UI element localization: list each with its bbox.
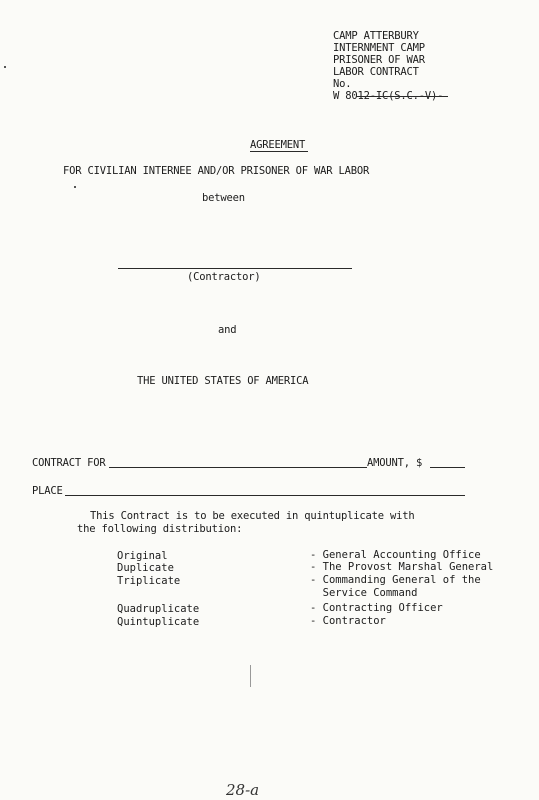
header-line-3: PRISONER OF WAR (333, 54, 425, 66)
header-line-2: INTERNMENT CAMP (333, 42, 425, 54)
amount-label: AMOUNT, $ (367, 457, 423, 469)
handwritten-page-number: 28-a (226, 781, 260, 799)
distribution-recipient-5: - Contracting Officer (310, 602, 443, 614)
distribution-recipient-1: - General Accounting Office (310, 549, 481, 561)
and-text: and (218, 324, 237, 336)
contract-for-line (109, 467, 367, 468)
contract-number-line (356, 96, 448, 97)
between-text: between (202, 192, 245, 204)
distribution-copy-5: Quadruplicate (117, 603, 200, 615)
distribution-copy-6: Quintuplicate (117, 616, 200, 628)
scan-mark (250, 665, 251, 687)
header-line-4: LABOR CONTRACT (333, 66, 419, 78)
distribution-copy-3: Triplicate (117, 575, 181, 587)
party-name: THE UNITED STATES OF AMERICA (137, 375, 309, 387)
scan-mark (74, 186, 76, 188)
place-label: PLACE (32, 485, 63, 497)
contract-header (333, 30, 443, 102)
distribution-recipient-3-cont: Service Command (310, 587, 418, 599)
document-title: AGREEMENT (250, 139, 306, 151)
contract-for-label: CONTRACT FOR (32, 457, 106, 469)
amount-line (430, 467, 465, 468)
distribution-intro-2: the following distribution: (77, 523, 243, 535)
header-line-6: W 8012-IC(S.C.-V)- (333, 90, 444, 102)
distribution-recipient-3: - Commanding General of the (310, 574, 481, 586)
distribution-intro-1: This Contract is to be executed in quintuplicate with (90, 510, 415, 522)
header-line-1: CAMP ATTERBURY (333, 30, 419, 42)
distribution-copy-1: Original (117, 550, 168, 562)
contractor-label: (Contractor) (187, 271, 261, 283)
scan-mark (4, 66, 6, 68)
title-underline (250, 151, 308, 152)
distribution-recipient-6: - Contractor (310, 615, 386, 627)
contractor-line (118, 268, 352, 269)
document-subtitle: FOR CIVILIAN INTERNEE AND/OR PRISONER OF WAR LABOR (63, 165, 370, 177)
distribution-copy-2: Duplicate (117, 562, 174, 574)
place-line (65, 495, 465, 496)
distribution-recipient-2: - The Provost Marshal General (310, 561, 494, 573)
header-line-5: No. (333, 78, 352, 90)
